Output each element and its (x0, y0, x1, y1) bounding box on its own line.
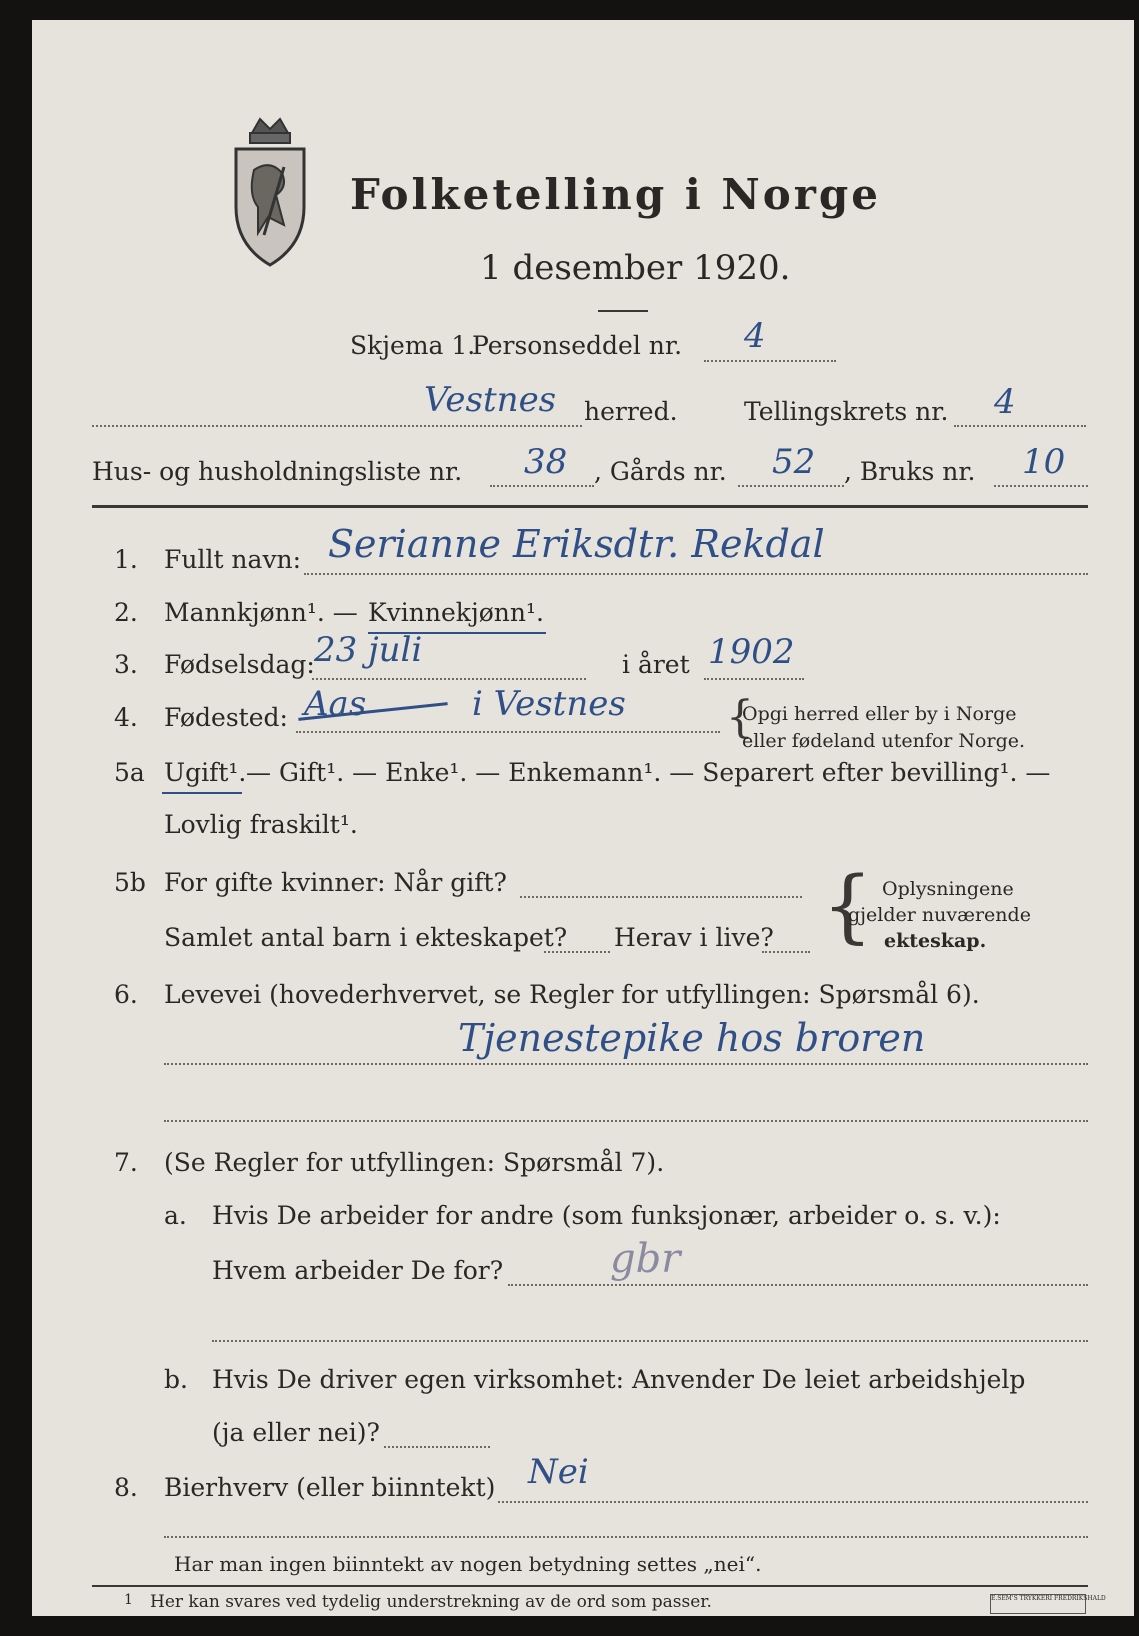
coat-of-arms-icon (224, 115, 316, 274)
q5b-note-2: gjelder nuværende (848, 904, 1031, 926)
footnote-text: Her kan svares ved tydelig understrekning av de ord som passer. (150, 1592, 712, 1612)
tellingskrets-line (954, 425, 1086, 427)
hus-line (490, 485, 594, 487)
title-divider (598, 310, 648, 312)
herred-label: herred. (584, 397, 678, 426)
hired-help-line (384, 1446, 490, 1448)
q5b-brace: { (822, 859, 873, 952)
q1-label: Fullt navn: (164, 545, 302, 574)
printer-stamp: E.SEM'S TRYKKERI FREDRIKSHALD (990, 1594, 1086, 1614)
header-rule (92, 505, 1088, 508)
q1-number: 1. (114, 545, 138, 574)
census-date: 1 desember 1920. (480, 248, 791, 288)
footnote-mark: 1 (124, 1592, 133, 1608)
q5b-children-label: Samlet antal barn i ekteskapet? (164, 923, 568, 952)
hus-value[interactable]: 38 (524, 442, 568, 482)
q7a-text: Hvis De arbeider for andre (som funksjonær, arbeider o. s. v.): (212, 1201, 1001, 1230)
q7b-letter: b. (164, 1365, 188, 1394)
ugift-option[interactable]: Ugift¹. (164, 758, 247, 787)
q1-line (304, 573, 1088, 575)
census-form (32, 20, 1134, 1616)
q3-label: Fødselsdag: (164, 650, 315, 679)
tellingskrets-value[interactable]: 4 (994, 382, 1016, 422)
q6-number: 6. (114, 980, 138, 1009)
side-income-line-2 (164, 1536, 1088, 1538)
birthday-line (312, 678, 586, 680)
occupation-value[interactable]: Tjenestepike hos broren (458, 1016, 926, 1060)
employer-value[interactable]: gbr (610, 1236, 681, 1282)
married-when-line (520, 896, 802, 898)
birth-year-value[interactable]: 1902 (708, 632, 795, 672)
marital-options[interactable]: — Gift¹. — Enke¹. — Enkemann¹. — Separert efter bevilling¹. — (246, 758, 1051, 787)
occupation-line-1 (164, 1063, 1088, 1065)
q3-number: 3. (114, 650, 138, 679)
gards-value[interactable]: 52 (772, 442, 816, 482)
birthplace-crossed-value[interactable]: Aas (304, 684, 367, 724)
side-income-value[interactable]: Nei (528, 1452, 589, 1492)
q5b-alive-label: Herav i live? (614, 923, 774, 952)
side-income-line-1 (498, 1501, 1088, 1503)
occupation-line-2 (164, 1120, 1088, 1122)
q7b-question: (ja eller nei)? (212, 1418, 380, 1447)
form-title: Folketelling i Norge (350, 170, 882, 219)
bruks-value[interactable]: 10 (1022, 442, 1066, 482)
sex-male-option[interactable]: Mannkjønn¹. — (164, 598, 358, 627)
q8-number: 8. (114, 1473, 138, 1502)
birthplace-note-2: eller fødeland utenfor Norge. (742, 730, 1026, 752)
ugift-underline (162, 792, 242, 794)
year-label: i året (622, 650, 690, 679)
gards-label: , Gårds nr. (594, 457, 727, 486)
personseddel-line (704, 360, 836, 362)
q7-number: 7. (114, 1148, 138, 1177)
sex-female-option[interactable]: Kvinnekjønn¹. (368, 598, 544, 627)
fraskilt-option[interactable]: Lovlig fraskilt¹. (164, 810, 358, 839)
q4-number: 4. (114, 703, 138, 732)
employer-line-2 (212, 1340, 1088, 1342)
birthday-value[interactable]: 23 juli (314, 630, 423, 670)
side-income-note: Har man ingen biinntekt av nogen betydning settes „nei“. (174, 1552, 762, 1576)
skjema-label: Skjema 1. (350, 331, 476, 360)
herred-line (92, 425, 582, 427)
tellingskrets-label: Tellingskrets nr. (744, 397, 949, 426)
herred-value[interactable]: Vestnes (424, 380, 557, 420)
full-name-value[interactable]: Serianne Eriksdtr. Rekdal (328, 522, 825, 566)
footnote-rule (92, 1585, 1088, 1587)
alive-line (762, 951, 810, 953)
q5b-line-1: For gifte kvinner: Når gift? (164, 868, 507, 897)
q4-label: Fødested: (164, 703, 288, 732)
q5b-number: 5b (114, 868, 146, 897)
bruks-line (994, 485, 1088, 487)
bruks-label: , Bruks nr. (844, 457, 976, 486)
gards-line (738, 485, 844, 487)
year-line (704, 678, 804, 680)
birthplace-line (296, 731, 720, 733)
q7a-question: Hvem arbeider De for? (212, 1256, 504, 1285)
birthplace-brace: { (726, 692, 754, 743)
q6-label: Levevei (hovederhvervet, se Regler for utfyllingen: Spørsmål 6). (164, 980, 980, 1009)
q2-number: 2. (114, 598, 138, 627)
personseddel-value[interactable]: 4 (744, 316, 766, 356)
q8-label: Bierhverv (eller biinntekt) (164, 1473, 496, 1502)
q7-label: (Se Regler for utfyllingen: Spørsmål 7). (164, 1148, 665, 1177)
q5b-note-1: Oplysningene (882, 878, 1014, 900)
q5a-number: 5a (114, 758, 145, 787)
q7a-letter: a. (164, 1201, 187, 1230)
birthplace-value[interactable]: i Vestnes (472, 684, 626, 724)
hus-label: Hus- og husholdningsliste nr. (92, 457, 463, 486)
children-line (544, 951, 610, 953)
employer-line-1 (508, 1284, 1088, 1286)
q5b-note-3: ekteskap. (884, 930, 987, 952)
birthplace-note-1: Opgi herred eller by i Norge (742, 703, 1017, 725)
personseddel-label: Personseddel nr. (472, 331, 683, 360)
q7b-text: Hvis De driver egen virksomhet: Anvender De leiet arbeidshjelp (212, 1365, 1026, 1394)
